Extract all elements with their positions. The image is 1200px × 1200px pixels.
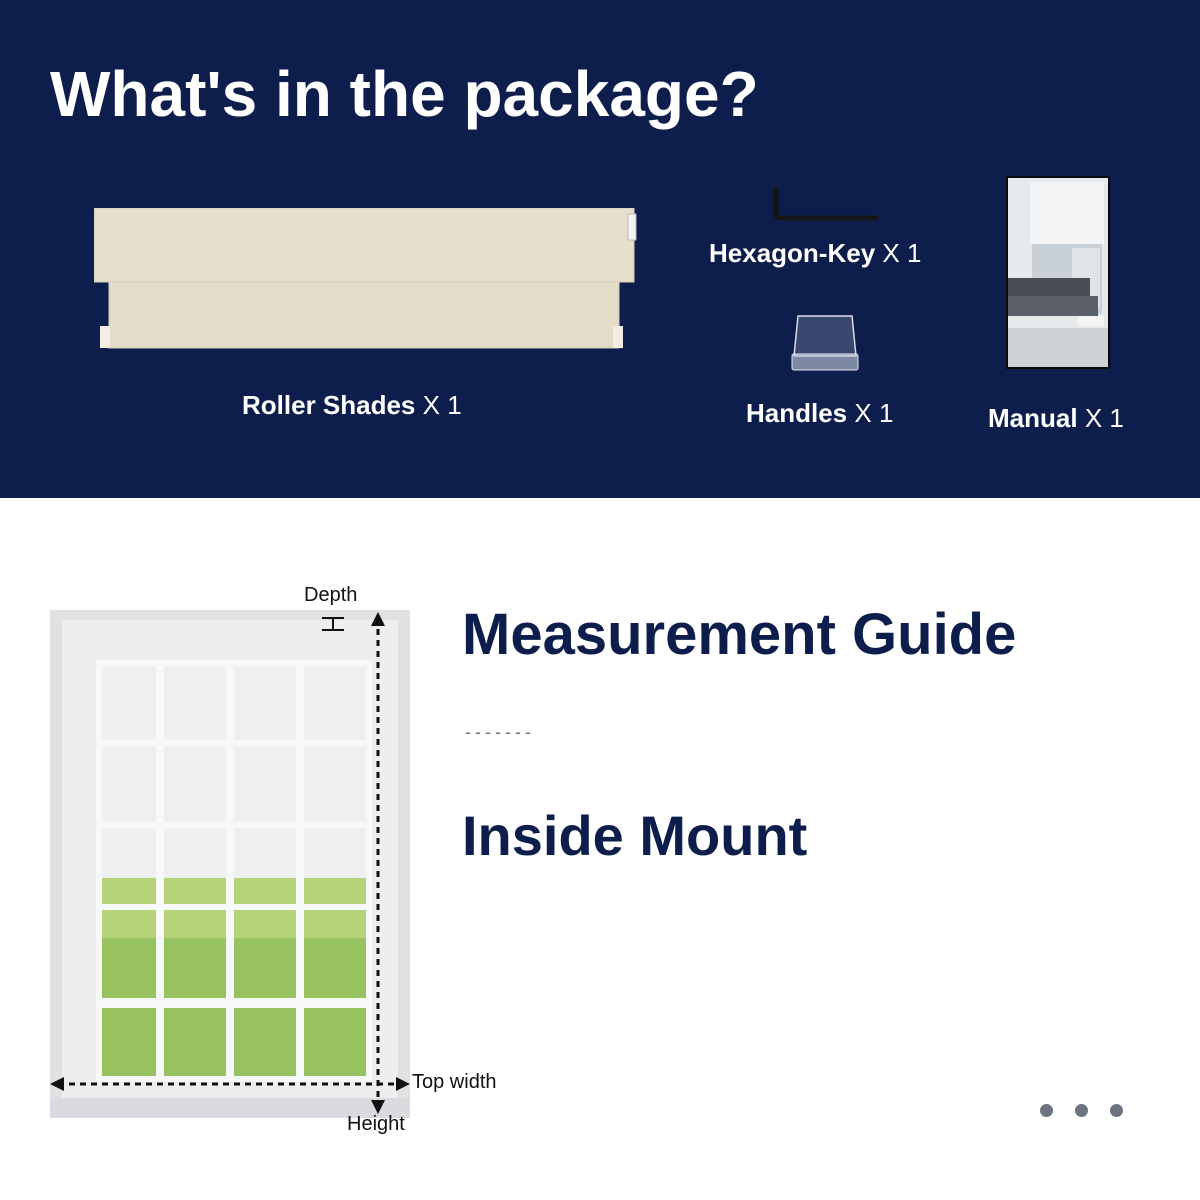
item-name: Hexagon-Key — [709, 238, 876, 268]
item-qty: X 1 — [882, 238, 922, 268]
more-dots-icon[interactable] — [1040, 1104, 1145, 1122]
dot — [1075, 1104, 1088, 1117]
roller-shade-image — [94, 208, 644, 350]
dot — [1040, 1104, 1053, 1117]
depth-label: Depth — [304, 584, 358, 606]
manual-image — [1006, 176, 1110, 369]
item-roller-shades — [242, 390, 462, 421]
item-manual — [988, 403, 1124, 434]
item-name: Roller Shades — [242, 390, 416, 420]
separator: ------- — [465, 722, 535, 742]
item-name: Manual — [988, 403, 1078, 433]
page-title: What's in the package? — [50, 58, 759, 130]
item-hexagon-key — [709, 238, 921, 269]
handle-image — [790, 314, 862, 374]
item-qty: X 1 — [422, 390, 462, 420]
height-label: Height — [347, 1113, 405, 1135]
measurement-guide-title: Measurement Guide — [462, 602, 1017, 667]
top-width-label: Top width — [412, 1071, 497, 1093]
item-name: Handles — [746, 398, 848, 428]
item-handles — [746, 398, 893, 429]
hexagon-key-image — [768, 186, 882, 226]
item-qty: X 1 — [854, 398, 894, 428]
item-qty: X 1 — [1084, 403, 1124, 433]
inside-mount-title: Inside Mount — [462, 804, 808, 867]
package-banner — [0, 0, 1200, 498]
dot — [1110, 1104, 1123, 1117]
